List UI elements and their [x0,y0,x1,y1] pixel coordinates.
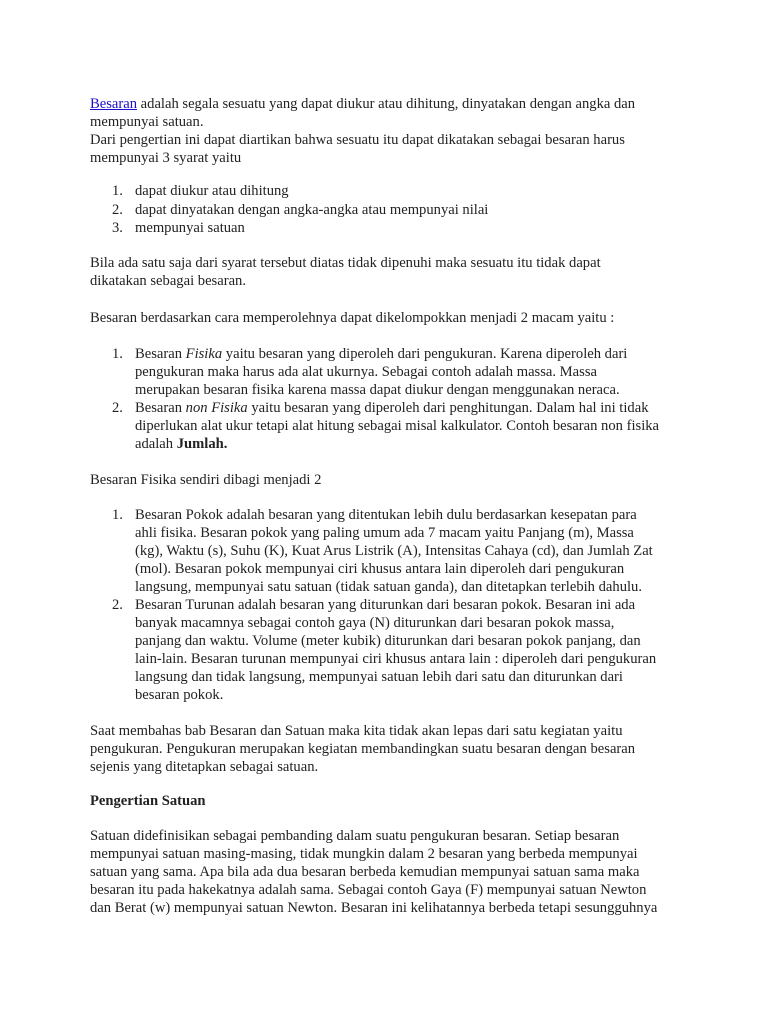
besaran-types-list [90,345,659,453]
paragraph [90,722,635,776]
text: lain-lain. Besaran turunan mempunyai ciri khusus antara lain : diperoleh dari pengukuran [135,651,657,667]
paragraph [90,827,657,917]
text: diperlukan alat ukur tetapi alat hitung sebagai misal kalkulator. Contoh besaran non fisika [135,418,660,434]
text: (kg), Waktu (s), Suhu (K), Kuat Arus Listrik (A), Intensitas Cahaya (cd), dan Jumlah Zat [135,543,653,559]
text: pengukuran. Pengukuran merupakan kegiatan membandingkan suatu besaran dengan besaran [90,741,636,757]
text: 1. [112,183,123,199]
requirements-list [90,182,488,237]
text: besaran itu pada hakekatnya adalah sama. Sebagai contoh Gaya (F) mempunyai satuan Newton [90,882,647,898]
text: panjang dan waktu. Volume (meter kubik) diturunkan dari besaran pokok panjang, dan [135,633,641,649]
text: Jumlah. [176,436,228,452]
text-line: Bila ada satu saja dari syarat tersebut diatas tidak dipenuhi maka sesuatu itu tidak dapat [90,255,601,271]
text-line: mempunyai 3 syarat yaitu [90,150,242,166]
text: langsung dan tidak langsung, mempunyai satuan lebih dari satu dan diturunkan dari [135,669,623,685]
text: merupakan besaran fisika karena massa dapat diukur dengan menggunakan neraca. [135,382,620,398]
text: dan Berat (w) mempunyai satuan Newton. Besaran ini kelihatannya berbeda tetapi sesungguhnya [90,900,658,916]
list-item [90,219,488,237]
text: mempunyai satuan masing-masing, tidak mungkin dalam 2 besaran yang berbeda mempunyai [90,846,638,862]
text: dapat diukur atau dihitung [135,183,289,199]
text-line: dikatakan sebagai besaran. [90,273,246,289]
text: 1. [112,507,123,523]
text: Fisika [185,346,223,362]
text: 2. [112,597,123,613]
text: ahli fisika. Besaran pokok yang paling umum ada 7 macam yaitu Panjang (m), Massa [135,525,634,541]
text: 1. [112,346,123,362]
section-heading [90,792,206,810]
text: 3. [112,220,123,236]
text: satuan yang sama. Apa bila ada dua besaran berbeda kemudian mempunyai satuan sama maka [90,864,640,880]
text: yaitu besaran yang diperoleh dari penghitungan. Dalam hal ini tidak [247,400,649,416]
text: adalah [135,436,177,452]
paragraph [90,254,601,290]
text: besaran pokok. [135,687,224,703]
text: 2. [112,201,123,218]
text: adalah segala sesuatu yang dapat diukur atau dihitung, dinyatakan dengan angka dan [137,96,636,112]
text: langsung, mempunyai satu satuan (tidak satuan ganda), dan ditetapkan terlebih dahulu. [135,579,642,595]
list-item [90,596,656,704]
text: yaitu besaran yang diperoleh dari pengukuran. Karena diperoleh dari [222,346,628,362]
text: non Fisika [185,400,248,416]
text: dapat dinyatakan dengan angka-angka atau mempunyai nilai [135,201,489,218]
text: Besaran Turunan adalah besaran yang diturunkan dari besaran pokok. Besaran ini ada [135,597,636,613]
text: pengukuran maka harus ada alat ukurnya. Sebagai contoh adalah massa. Massa [135,364,597,380]
text-line: Besaran berdasarkan cara memperolehnya dapat dikelompokkan menjadi 2 macam yaitu : [90,310,615,326]
text: Besaran Pokok adalah besaran yang ditentukan lebih dulu berdasarkan kesepatan para [135,507,637,523]
besaran-link[interactable]: Besaran [90,96,138,112]
text: Besaran [135,400,186,416]
list-item [90,399,659,453]
text-line: mempunyai satuan. [90,114,204,130]
text: sejenis yang ditetapkan sebagai satuan. [90,759,319,775]
fisika-types-list [90,506,656,704]
list-item [90,201,488,220]
text: 2. [112,400,123,416]
paragraph [90,471,321,489]
text-line: Dari pengertian ini dapat diartikan bahwa sesuatu itu dapat dikatakan sebagai besaran harus [90,132,625,148]
text: Besaran [135,346,186,362]
text-line: Besaran Fisika sendiri dibagi menjadi 2 [90,472,322,488]
paragraph [90,309,614,327]
list-item [90,345,659,399]
list-item [90,182,488,201]
intro-paragraph [90,95,635,167]
text: (mol). Besaran pokok mempunyai ciri khusus antara lain diperoleh dari pengukuran [135,561,625,577]
text: banyak macamnya sebagai contoh gaya (N) diturunkan dari besaran pokok massa, [135,615,615,631]
text: Satuan didefinisikan sebagai pembanding dalam suatu pengukuran besaran. Setiap besaran [90,828,620,844]
text: Saat membahas bab Besaran dan Satuan maka kita tidak akan lepas dari satu kegiatan yaitu [90,723,623,739]
text: Pengertian Satuan [90,793,206,809]
list-item [90,506,656,596]
text: mempunyai satuan [135,220,245,236]
